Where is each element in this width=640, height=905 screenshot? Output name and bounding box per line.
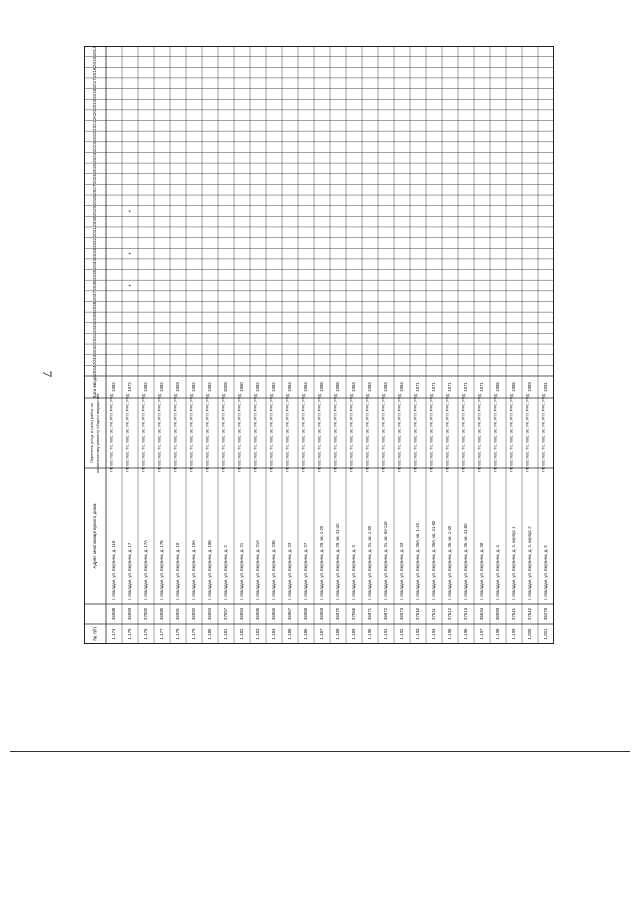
row-services: ПР, ВО, ГВС, ТС, ХВС, ЭС, РК, РПУ, РФС, РФД bbox=[525, 394, 530, 472]
year-label: 2037 bbox=[92, 291, 98, 302]
row-services: ПР, ВО, ГВС, ТС, ХВС, ЭС, РК, РПУ, РФС, РФД bbox=[381, 394, 386, 472]
row-number: 1.186 bbox=[303, 628, 309, 640]
year-label: 2020 bbox=[92, 110, 98, 121]
row-id: 36966 bbox=[271, 607, 277, 621]
row-year: 1971 bbox=[415, 382, 421, 392]
row-year: 1984 bbox=[287, 382, 293, 392]
year-label: 2039 bbox=[92, 312, 98, 323]
row-services: ПР, ВО, ГВС, ТС, ХВС, ЭС, РК, РПУ, РФС, РФД bbox=[333, 394, 338, 472]
row-year: 1985 bbox=[511, 382, 517, 392]
row-id: 36969 bbox=[319, 607, 325, 621]
row-services: ПР, ВО, ГВС, ТС, ХВС, ЭС, РК, РПУ, РФС, РФД bbox=[365, 394, 370, 472]
row-address: г. Магадан, ул. Берзина, д. 36, кв. 1-40 bbox=[447, 525, 453, 600]
table-row bbox=[237, 382, 244, 640]
year-label: 2022 bbox=[92, 131, 98, 142]
row-number: 1.180 bbox=[207, 628, 213, 640]
row-address: г. Магадан, ул. Берзина, д. 21А bbox=[255, 540, 261, 600]
row-services: ПР, ВО, ГВС, ТС, ХВС, ЭС, РК, РПУ, РФС, РФД bbox=[253, 394, 258, 472]
row-services: ПР, ВО, ГВС, ТС, ХВС, ЭС, РК, РПУ, РФС, РФД bbox=[141, 394, 146, 472]
row-id: 36995 bbox=[255, 607, 261, 621]
row-address: г. Магадан, ул. Берзина, д. 29, кв. 21-40 bbox=[335, 523, 341, 600]
row-services: ПР, ВО, ГВС, ТС, ХВС, ЭС, РК, РПУ, РФС, РФД bbox=[541, 394, 546, 472]
row-number: 1.191 bbox=[383, 628, 389, 640]
row-number: 1.195 bbox=[447, 628, 453, 640]
row-services: ПР, ВО, ГВС, ТС, ХВС, ЭС, РК, РПУ, РФС, РФД bbox=[205, 394, 210, 472]
row-address: г. Магадан, ул. Берзина, д. 29, кв. 1-20 bbox=[319, 525, 325, 600]
row-id: 37641 bbox=[511, 607, 517, 621]
row-address: г. Магадан, ул. Берзина, д. 23Б bbox=[271, 540, 277, 600]
row-id: 35634 bbox=[479, 607, 485, 621]
row-services: ПР, ВО, ГВС, ТС, ХВС, ЭС, РК, РПУ, РФС, РФД bbox=[285, 394, 290, 472]
year-label: 2027 bbox=[92, 184, 98, 195]
year-label: 2019 bbox=[92, 99, 98, 110]
year-label: 2040 bbox=[92, 322, 98, 334]
row-number: 1.181 bbox=[223, 628, 229, 640]
row-number: 1.184 bbox=[271, 628, 277, 640]
row-year: 1988 bbox=[335, 382, 341, 392]
row-number: 1.190 bbox=[367, 628, 373, 640]
row-id: 37066 bbox=[351, 607, 357, 621]
table-row bbox=[477, 382, 484, 640]
row-number: 1.197 bbox=[479, 628, 485, 640]
row-services: ПР, ВО, ГВС, ТС, ХВС, ЭС, РК, РПУ, РФС, РФД bbox=[461, 394, 466, 472]
row-address: г. Магадан, ул. Берзина, д. 3 bbox=[351, 545, 357, 600]
table-row bbox=[173, 382, 180, 640]
year-label: 2044 bbox=[92, 365, 98, 376]
work-mark: + bbox=[127, 284, 134, 287]
row-services: ПР, ВО, ГВС, ТС, ХВС, ЭС, РК, РПУ, РФС, РФД bbox=[493, 394, 498, 472]
table-row bbox=[413, 382, 420, 640]
row-id: 36968 bbox=[303, 607, 309, 621]
table-row bbox=[141, 382, 148, 640]
row-id: 36993 bbox=[207, 607, 213, 621]
row-year: 1982 bbox=[159, 382, 165, 392]
row-id: 37613 bbox=[463, 607, 469, 621]
table-row bbox=[525, 382, 532, 640]
year-label: 2028 bbox=[92, 195, 98, 206]
row-address: г. Магадан, ул. Берзина, д. 35А, кв. 41-80 bbox=[431, 520, 437, 600]
row-year: 1989 bbox=[527, 382, 533, 392]
row-id: 37057 bbox=[223, 607, 229, 621]
header-address: Адрес многоквартирного дома bbox=[92, 503, 98, 569]
year-label: 2018 bbox=[92, 88, 98, 100]
year-label: 2034 bbox=[92, 259, 98, 270]
row-address: г. Магадан, ул. Берзина, д. 31, кв. 60-118 bbox=[383, 521, 389, 600]
header-services-line1: Перечень услуг и (или) работ по bbox=[89, 402, 95, 464]
row-address: г. Магадан, ул. Берзина, д. 5 bbox=[543, 545, 549, 600]
row-id: 36992 bbox=[191, 607, 197, 621]
table-row bbox=[349, 382, 356, 640]
row-services: ПР, ВО, ГВС, ТС, ХВС, ЭС, РК, РПУ, РФС, РФД bbox=[269, 394, 274, 472]
row-services: ПР, ВО, ГВС, ТС, ХВС, ЭС, РК, РПУ, РФС, РФД bbox=[221, 394, 226, 472]
row-number: 1.178 bbox=[175, 628, 181, 640]
row-number: 1.201 bbox=[543, 628, 549, 640]
row-year: 1984 bbox=[399, 382, 405, 392]
page-number: 7 bbox=[40, 370, 55, 378]
table-row bbox=[333, 382, 340, 640]
row-services: ПР, ВО, ГВС, ТС, ХВС, ЭС, РК, РПУ, РФС, РФД bbox=[349, 394, 354, 472]
row-address: г. Магадан, ул. Берзина, д. 2 bbox=[223, 545, 229, 600]
row-address: г. Магадан, ул. Берзина, д. 4, корпус 1 bbox=[511, 526, 517, 600]
table-row bbox=[125, 209, 133, 639]
row-address: г. Магадан, ул. Берзина, д. 19 bbox=[175, 542, 181, 600]
row-address: г. Магадан, ул. Берзина, д. 4 bbox=[495, 545, 501, 600]
table-row bbox=[445, 382, 452, 640]
row-services: ПР, ВО, ГВС, ТС, ХВС, ЭС, РК, РПУ, РФС, РФД bbox=[109, 394, 114, 472]
row-id: 38999 bbox=[495, 607, 501, 621]
row-id: 36967 bbox=[287, 607, 293, 621]
row-number: 1.189 bbox=[351, 628, 357, 640]
row-services: ПР, ВО, ГВС, ТС, ХВС, ЭС, РК, РПУ, РФС, РФД bbox=[237, 394, 242, 472]
table-row bbox=[365, 382, 372, 640]
row-services: ПР, ВО, ГВС, ТС, ХВС, ЭС, РК, РПУ, РФС, РФД bbox=[125, 394, 130, 472]
row-services: ПР, ВО, ГВС, ТС, ХВС, ЭС, РК, РПУ, РФС, РФД bbox=[301, 394, 306, 472]
year-label: 2021 bbox=[92, 120, 98, 131]
table-row bbox=[541, 382, 548, 640]
row-id: 37000 bbox=[143, 607, 149, 621]
row-year: 1969 bbox=[175, 382, 181, 392]
row-services: ПР, ВО, ГВС, ТС, ХВС, ЭС, РК, РПУ, РФС, РФД bbox=[509, 394, 514, 472]
row-address: г. Магадан, ул. Берзина, д. 36, кв. 41-80 bbox=[463, 523, 469, 600]
row-address: г. Магадан, ул. Берзина, д. 4, корпус 2 bbox=[527, 526, 533, 600]
row-address: г. Магадан, ул. Берзина, д. 11Б bbox=[111, 540, 117, 600]
row-year: 1982 bbox=[143, 382, 149, 392]
row-number: 1.199 bbox=[511, 628, 517, 640]
year-label: 2030 bbox=[92, 216, 98, 227]
year-label: 2042 bbox=[92, 344, 98, 355]
row-number: 1.182 bbox=[239, 628, 245, 640]
row-year: 1971 bbox=[431, 382, 437, 392]
row-id: 37612 bbox=[447, 607, 453, 621]
row-year: 1953 bbox=[351, 382, 357, 392]
table-row bbox=[381, 382, 388, 640]
year-label: 2038 bbox=[92, 301, 98, 312]
footer-divider bbox=[10, 751, 630, 752]
row-year: 1971 bbox=[479, 382, 485, 392]
year-label: 2017 bbox=[92, 78, 98, 89]
row-year: 1983 bbox=[383, 382, 389, 392]
row-address: г. Магадан, ул. Берзина, д. 17Б bbox=[159, 540, 165, 600]
table-row bbox=[301, 382, 308, 640]
table-row bbox=[189, 382, 196, 640]
year-label: 2025 bbox=[92, 163, 98, 174]
row-number: 1.174 bbox=[111, 628, 117, 640]
work-mark: + bbox=[127, 209, 134, 213]
row-id: 36971 bbox=[367, 607, 373, 621]
row-address: г. Магадан, ул. Берзина, д. 38 bbox=[479, 542, 485, 600]
row-services: ПР, ВО, ГВС, ТС, ХВС, ЭС, РК, РПУ, РФС, РФД bbox=[429, 394, 434, 472]
row-number: 1.198 bbox=[495, 628, 501, 640]
table-row bbox=[221, 382, 228, 640]
row-year: 1960 bbox=[239, 382, 245, 392]
row-services: ПР, ВО, ГВС, ТС, ХВС, ЭС, РК, РПУ, РФС, РФД bbox=[445, 394, 450, 472]
year-label: 2015 bbox=[92, 56, 98, 68]
row-services: ПР, ВО, ГВС, ТС, ХВС, ЭС, РК, РПУ, РФС, РФД bbox=[317, 394, 322, 472]
table-row bbox=[429, 382, 436, 640]
table-row bbox=[285, 382, 292, 640]
year-label: 2033 bbox=[92, 248, 98, 259]
row-number: 1.176 bbox=[143, 628, 149, 640]
row-id: 37642 bbox=[527, 607, 533, 621]
row-number: 1.200 bbox=[527, 628, 533, 640]
row-year: 1982 bbox=[207, 382, 213, 392]
table-row bbox=[205, 382, 212, 640]
row-year: 1988 bbox=[319, 382, 325, 392]
row-address: г. Магадан, ул. Берзина, д. 23 bbox=[287, 542, 293, 600]
row-services: ПР, ВО, ГВС, ТС, ХВС, ЭС, РК, РПУ, РФС, РФД bbox=[173, 394, 178, 472]
year-label: 2035 bbox=[92, 269, 98, 280]
row-number: 1.194 bbox=[431, 628, 437, 640]
table-row bbox=[109, 382, 116, 640]
row-services: ПР, ВО, ГВС, ТС, ХВС, ЭС, РК, РПУ, РФС, РФД bbox=[397, 394, 402, 472]
table-row bbox=[317, 382, 324, 640]
row-number: 1.188 bbox=[335, 628, 341, 640]
header-num: № п/п bbox=[92, 627, 99, 641]
row-year: 1972 bbox=[127, 382, 133, 392]
row-number: 1.177 bbox=[159, 628, 165, 640]
row-address: г. Магадан, ул. Берзина, д. 27 bbox=[303, 542, 309, 600]
year-label: 2029 bbox=[92, 205, 98, 217]
row-year: 1971 bbox=[447, 382, 453, 392]
row-number: 1.187 bbox=[319, 628, 325, 640]
row-address: г. Магадан, ул. Берзина, д. 35А, кв. 1-40 bbox=[415, 522, 421, 600]
row-year: 1991 bbox=[543, 382, 549, 392]
row-id: 36999 bbox=[127, 607, 133, 621]
table-row bbox=[461, 382, 468, 640]
row-address: г. Магадан, ул. Берзина, д. 17 bbox=[127, 542, 133, 600]
header-year: Дата ввода bbox=[92, 375, 98, 399]
row-address: г. Магадан, ул. Берзина, д. 19Б bbox=[207, 540, 213, 600]
row-year: 1984 bbox=[303, 382, 309, 392]
row-services: ПР, ВО, ГВС, ТС, ХВС, ЭС, РК, РПУ, РФС, РФД bbox=[477, 394, 482, 472]
row-id: 36990 bbox=[159, 607, 165, 621]
row-address: г. Магадан, ул. Берзина, д. 21 bbox=[239, 542, 245, 600]
year-label: 2014 bbox=[92, 46, 98, 57]
year-label: 2031 bbox=[92, 227, 98, 238]
row-year: 1982 bbox=[191, 382, 197, 392]
row-services: ПР, ВО, ГВС, ТС, ХВС, ЭС, РК, РПУ, РФС, РФД bbox=[189, 394, 194, 472]
row-number: 1.183 bbox=[255, 628, 261, 640]
header-services-line2: капитальному ремонту общего имущества bbox=[95, 393, 101, 473]
year-label: 2032 bbox=[92, 237, 98, 249]
row-year: 1983 bbox=[367, 382, 373, 392]
row-number: 1.196 bbox=[463, 628, 469, 640]
row-year: 2008 bbox=[223, 382, 229, 392]
row-id: 35278 bbox=[543, 607, 549, 621]
row-address: г. Магадан, ул. Берзина, д. 31, кв. 1-50 bbox=[367, 525, 373, 600]
row-id: 37611 bbox=[431, 608, 437, 620]
row-id: 37610 bbox=[415, 607, 421, 621]
year-label: 2041 bbox=[92, 333, 98, 344]
row-services: ПР, ВО, ГВС, ТС, ХВС, ЭС, РК, РПУ, РФС, РФД bbox=[157, 394, 162, 472]
row-id: 36994 bbox=[239, 607, 245, 621]
work-mark: + bbox=[127, 252, 134, 256]
year-label: 2036 bbox=[92, 280, 98, 291]
row-address: г. Магадан, ул. Берзина, д. 17А bbox=[143, 540, 149, 600]
row-address: г. Магадан, ул. Берзина, д. 19А bbox=[191, 540, 197, 600]
row-year: 1971 bbox=[463, 382, 469, 392]
table-row bbox=[253, 382, 260, 640]
row-id: 36991 bbox=[175, 607, 181, 621]
row-number: 1.192 bbox=[399, 628, 405, 640]
year-label: 2043 bbox=[92, 354, 98, 366]
table-row bbox=[269, 382, 276, 640]
year-label: 2024 bbox=[92, 152, 98, 163]
row-year: 1982 bbox=[271, 382, 277, 392]
row-number: 1.175 bbox=[127, 628, 133, 640]
row-number: 1.179 bbox=[191, 628, 197, 640]
table-row bbox=[509, 382, 516, 640]
table-row bbox=[397, 382, 404, 640]
year-label: 2016 bbox=[92, 67, 98, 78]
row-year: 1982 bbox=[111, 382, 117, 392]
year-label: 2026 bbox=[92, 173, 98, 185]
row-services: ПР, ВО, ГВС, ТС, ХВС, ЭС, РК, РПУ, РФС, РФД bbox=[413, 394, 418, 472]
row-year: 1985 bbox=[495, 382, 501, 392]
row-number: 1.185 bbox=[287, 628, 293, 640]
row-number: 1.193 bbox=[415, 628, 421, 640]
row-year: 1982 bbox=[255, 382, 261, 392]
table-row bbox=[493, 382, 500, 640]
row-address: г. Магадан, ул. Берзина, д. 33 bbox=[399, 542, 405, 600]
year-label: 2023 bbox=[92, 142, 98, 153]
row-id: 36973 bbox=[399, 607, 405, 621]
row-id: 36970 bbox=[335, 607, 341, 621]
capital-repair-schedule-table bbox=[84, 46, 554, 644]
table-row bbox=[157, 382, 164, 640]
row-id: 36972 bbox=[383, 607, 389, 621]
row-id: 36998 bbox=[111, 607, 117, 621]
